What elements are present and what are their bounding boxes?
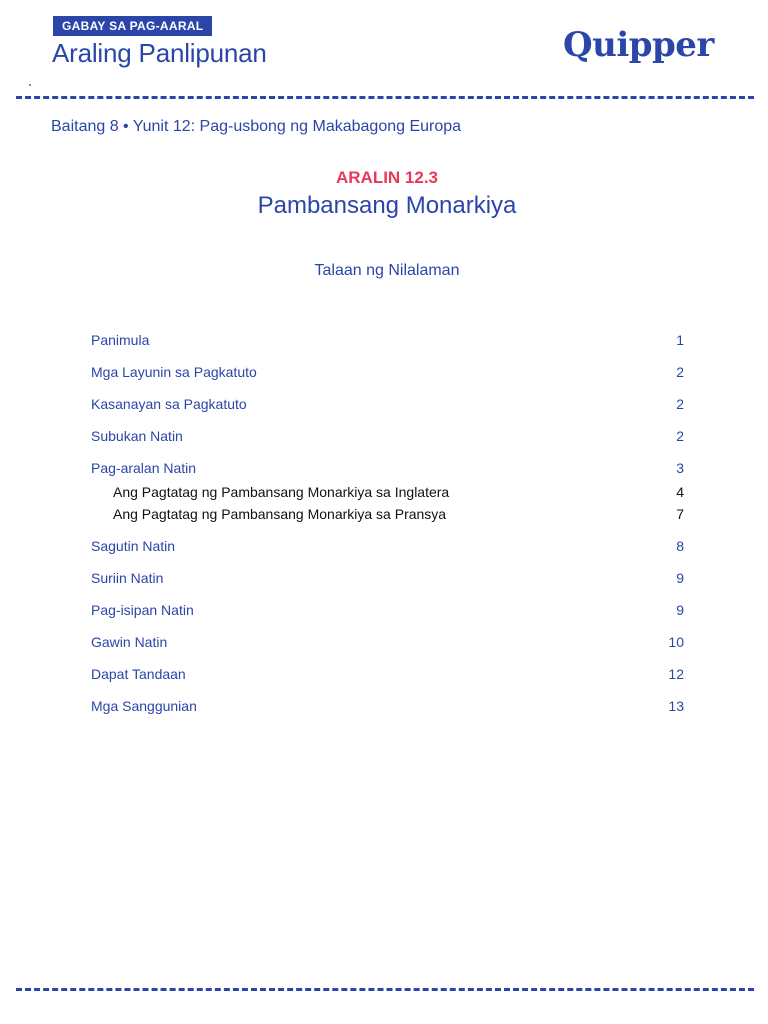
- toc-item-page: 7: [676, 506, 684, 522]
- toc-item-page: 13: [668, 698, 684, 714]
- header-divider: [16, 96, 754, 99]
- toc-item-page: 3: [676, 460, 684, 476]
- toc-item-label: Subukan Natin: [91, 428, 183, 444]
- toc-item-suriin-natin[interactable]: [91, 570, 684, 602]
- toc-item-page: 9: [676, 570, 684, 586]
- toc-item-label: Dapat Tandaan: [91, 666, 186, 682]
- toc-item-page: 10: [668, 634, 684, 650]
- toc-subitem-pransya[interactable]: [91, 506, 684, 528]
- toc-item-label: Gawin Natin: [91, 634, 168, 650]
- breadcrumb: Baitang 8 • Yunit 12: Pag-usbong ng Makabagong Europa: [51, 118, 462, 135]
- table-of-contents: [91, 332, 684, 730]
- toc-item-label: Ang Pagtatag ng Pambansang Monarkiya sa Pransya: [113, 506, 447, 522]
- toc-item-label: Panimula: [91, 332, 150, 348]
- toc-item-page: 9: [676, 602, 684, 618]
- lesson-title: Pambansang Monarkiya: [257, 192, 517, 219]
- toc-item-panimula[interactable]: [91, 332, 684, 364]
- toc-item-label: Mga Sanggunian: [91, 698, 197, 714]
- toc-item-page: 12: [668, 666, 684, 682]
- toc-item-page: 2: [676, 364, 684, 380]
- quipper-logo: Quipper: [563, 25, 714, 65]
- toc-item-page: 2: [676, 428, 684, 444]
- toc-item-page: 1: [676, 332, 684, 348]
- toc-item-label: Ang Pagtatag ng Pambansang Monarkiya sa Inglatera: [113, 484, 450, 500]
- toc-item-label: Suriin Natin: [91, 570, 164, 586]
- toc-item-gawin-natin[interactable]: [91, 634, 684, 666]
- lesson-number: ARALIN 12.3: [335, 168, 439, 187]
- toc-item-mga-layunin[interactable]: [91, 364, 684, 396]
- toc-item-label: Pag-isipan Natin: [91, 602, 194, 618]
- guide-badge: GABAY SA PAG-AARAL: [53, 16, 212, 36]
- subject-title: Araling Panlipunan: [52, 38, 267, 68]
- toc-item-mga-sanggunian[interactable]: [91, 698, 684, 730]
- toc-item-label: Pag-aralan Natin: [91, 460, 197, 476]
- toc-item-page: 8: [676, 538, 684, 554]
- toc-subitem-inglatera[interactable]: [91, 484, 684, 506]
- toc-item-label: Sagutin Natin: [91, 538, 176, 554]
- toc-item-sagutin-natin[interactable]: [91, 538, 684, 570]
- toc-item-kasanayan[interactable]: [91, 396, 684, 428]
- toc-item-pag-isipan-natin[interactable]: [91, 602, 684, 634]
- toc-item-page: 2: [676, 396, 684, 412]
- footer-divider: [16, 988, 754, 991]
- toc-heading: Talaan ng Nilalaman: [314, 262, 460, 279]
- toc-item-label: Mga Layunin sa Pagkatuto: [91, 364, 257, 380]
- toc-item-dapat-tandaan[interactable]: [91, 666, 684, 698]
- toc-item-page: 4: [676, 484, 684, 500]
- toc-item-label: Kasanayan sa Pagkatuto: [91, 396, 247, 412]
- toc-item-subukan-natin[interactable]: [91, 428, 684, 460]
- stray-mark: [29, 84, 31, 86]
